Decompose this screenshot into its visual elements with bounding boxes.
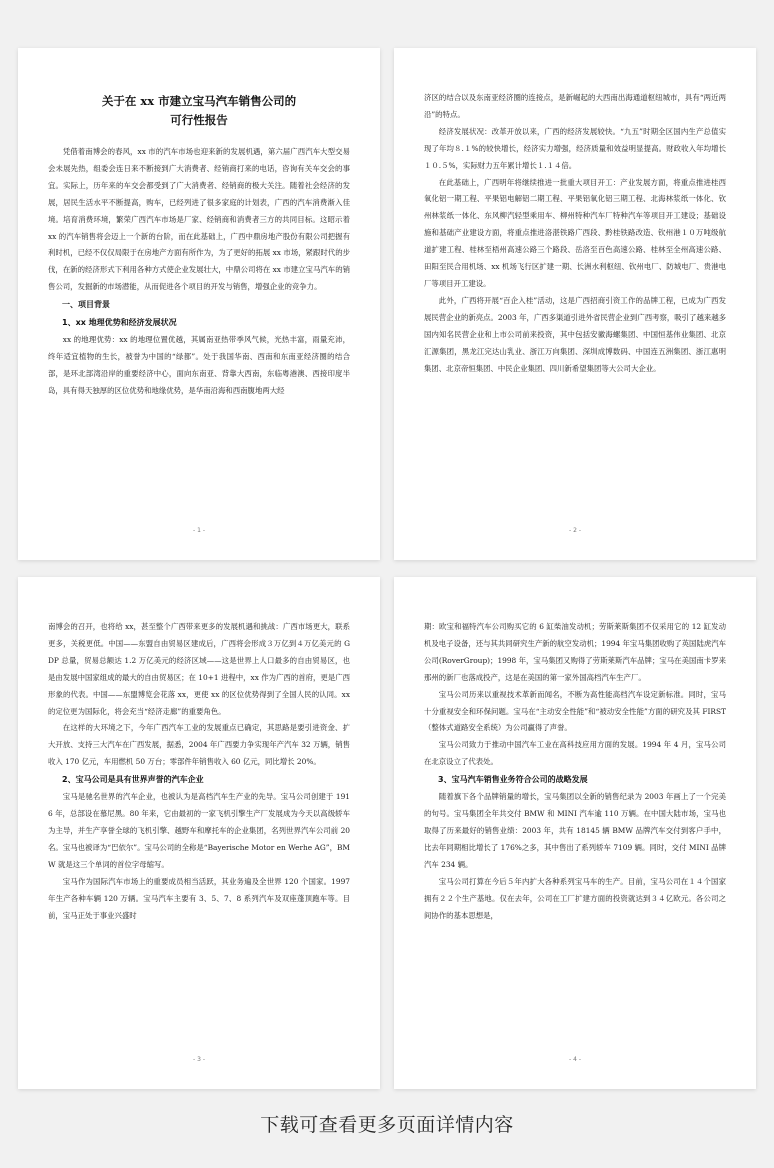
- page-1-content: [48, 144, 350, 400]
- paragraph: 随着旗下各个品牌销量的增长，宝马集团以全新的销售纪录为 2003 年画上了一个完美的句号。宝马集团全年共交付 BMW 和 MINI 汽车逾 110 万辆。在中国大陆市场，宝马也取得了历来最好的销售业绩：2003 年，共有 18145 辆 BMW 品牌汽车交付到客户手中，比去年同期相比增长了 176%之多，其中售出了系列轿车 7109 辆。同时，交付 MINI 品牌汽车 234 辆。: [424, 792, 726, 869]
- paragraph: xx 的地理优势：xx 的地理位置优越，其属南亚热带季风气候，光热丰富，雨量充沛，终年适宜植物的生长，被誉为中国的“绿都”。处于我国华南、西南和东南亚经济圈的结合部，是环北部湾沿岸的重要经济中心，面向东南亚、背靠大西南，东临粤港澳、西接印度半岛，具有得天独厚的区位优势和地缘优势，是华南沿海和西南腹地两大经: [48, 335, 350, 395]
- subsection-heading: 1、xx 地理优势和经济发展状况: [62, 318, 177, 328]
- page-number: - 3 -: [193, 1056, 205, 1063]
- page-4-content: [424, 619, 726, 924]
- paragraph: 宝马公司打算在今后５年内扩大各种系列宝马车的生产。目前，宝马公司在１４个国家拥有２２个生产基地。仅在去年，公司在工厂扩建方面的投资就达到３４亿欧元。各公司之间协作的基本思想是，: [424, 876, 726, 920]
- page-number: - 1 -: [193, 527, 205, 534]
- document-page-2: [394, 48, 756, 560]
- subsection-heading: 3、宝马汽车销售业务符合公司的战略发展: [438, 775, 588, 785]
- page-3-content: [48, 619, 350, 924]
- page-2-content: [424, 90, 726, 377]
- paragraph: 此外，广西将开展“百企入桂”活动，这是广西招商引资工作的品牌工程，已成为广西发展民营企业的新亮点。2003 年，广西多渠道引进外省民营企业到广西考察，吸引了越来越多国内知名民营企业和上市公司前来投资，其中包括安徽海螺集团、中国恒基伟业集团、北京汇源集团，黑龙江完达山乳业、浙江万向集团、深圳成博数码、中国连五洲集团、浙江惠明集团、北京帝恒集团、中民企业集团、四川新希望集团等大公司大企业。: [424, 295, 727, 373]
- paragraph: 宝马公司历来以重视技术革新而闻名，不断为高性能高档汽车设定新标准。同时，宝马十分重视安全和环保问题。宝马在“主动安全性能”和“被动安全性能”方面的研究及其 FIRST（整体式道路安全系统）为公司赢得了声誉。: [424, 689, 726, 733]
- paragraph: 在这样的大环境之下，今年广西汽车工业的发展重点已确定，其思路是要引进资金、扩大开放、支持三大汽车在广西发展，据悉，2004 年广西要力争实现年产汽车 32 万辆，销售收入 170 亿元，车用燃机 50 万台；零部件年销售收入 60 亿元，同比增长 20%。: [48, 723, 350, 767]
- paragraph: 在此基础上，广西明年将继续推进一批重大项目开工：产业发展方面，将重点推进桂西氧化铝一期工程、平果铝电解铝二期工程、平果铝氧化铝三期工程、北海林浆纸一体化、钦州林浆纸一体化、东风柳汽轻型乘用车、柳州特种汽车厂特种汽车等项目开工建设；基础设施和基础产业建设方面，将重点推进洛湛铁路广西段、黔桂铁路改造、钦州港１０万吨级航道扩建工程、桂林至梧州高速公路三个路段、岳洛至百色高速公路、桂林至全州高速公路、田阳至民合用机场、xx 机场飞行区扩建一期、长洲水利枢纽、钦州电厂、防城电厂、贵港电厂等项目开工建设。: [424, 177, 726, 288]
- paragraph: 经济发展状况：改革开放以来，广西的经济发展较快。“九五”时期全区国内生产总值实现了年均８.１%的较快增长，经济实力增强，经济质量和效益明显提高。财政收入年均增长１０.５%，实际财力五年累计增长１.１４倍。: [424, 126, 726, 170]
- paragraph: 凭借着南博会的春风，xx 市的汽车市场也迎来新的发展机遇，第六届广西汽车大型交易会未展先热，组委会连日来不断接到广大消费者、经销商打来的电话，咨询有关车交会的事宜。实际上，历年来的车交会都受到了广大消费者、经销商的极大关注。随着社会经济的发展，居民生活水平不断提高，购车，已经列进了很多家庭的计划表，广西的汽车消费渐入佳境。培育消费环境，繁荣广西汽车市场是厂家、经销商和消费者三方的共同目标。这昭示着 xx 的汽车销售将会迈上一个新的台阶，而在此基础上，广西中鼎房地产股份有限公司把握有利时机，已经不仅仅局限于在房地产方面有所作为，为了更好的拓展 xx 市场，紧跟时代的步伐，在新的经济形式下利用各种方式使企业发展壮大，中鼎公司将在 xx 市建立宝马汽车的销售公司，发掘新的市场潜能，从而促进各个项目的开发与销售，增强企业的竞争力。: [48, 147, 350, 292]
- paragraph: 宝马公司致力于推动中国汽车工业在高科技应用方面的发展。1994 年 4 月，宝马公司在北京设立了代表处。: [424, 740, 726, 767]
- paragraph: 济区的结合以及东南亚经济圈的连接点，是新崛起的大西南出海通道枢纽城市，具有“两近两沿”的特点。: [424, 93, 726, 119]
- subsection-heading: 2、宝马公司是具有世界声誉的汽车企业: [62, 775, 204, 785]
- page-number: - 2 -: [569, 527, 581, 534]
- document-page-1: [18, 48, 380, 560]
- document-page-3: [18, 577, 380, 1089]
- document-page-4: [394, 577, 756, 1089]
- page-number: - 4 -: [569, 1056, 581, 1063]
- paragraph: 南博会的召开，也将给 xx，甚至整个广西带来更多的发展机遇和挑战：广西市场更大，联系更多，关税更低。中国——东盟自由贸易区建成后，广西将会形成３万亿到４万亿美元的 GDP 总量，贸易总额达 1.2 万亿美元的经济区域——这是世界上人口最多的自由贸易区，也是由发展中国家组成的最大的自由贸易区；在 10+1 进程中，xx 作为广西的首府，更是广西形象的代表。中国——东盟博览会花落 xx，更使 xx 的区位优势得到了全国人民的认同。xx 的定位更为国际化，将会充当“经济走廊”的重要角色。: [48, 622, 350, 716]
- section-heading: 一、项目背景: [62, 300, 110, 310]
- paragraph: 宝马是驰名世界的汽车企业，也被认为是高档汽车生产业的先导。宝马公司创建于 1916 年，总部设在慕尼黑。80 年来，它由最初的一家飞机引擎生产厂发展成为今天以高级轿车为主导，并生产享誉全球的飞机引擎、越野车和摩托车的企业集团，名列世界汽车公司前 20 名。宝马也被译为“巴依尔”。宝马公司的全称是“Bayerische Motor en Werhe AG”，BMW 就是这三个单词的首位字母缩写。: [48, 792, 350, 869]
- paragraph: 宝马作为国际汽车市场上的重要成员相当活跃，其业务遍及全世界 120 个国家。1997 年生产各种车辆 120 万辆。宝马汽车主要有 3、5、7、8 系列汽车及双座蓬顶跑车等。目前，宝马正处于事业兴盛时: [48, 876, 350, 920]
- document-title-line-2: 可行性报告: [170, 113, 228, 127]
- paragraph: 期：欧宝和福特汽车公司购买它的 6 缸柴油发动机；劳斯莱斯集团不仅采用它的 12 缸发动机及电子设备，还与其共同研究生产新的航空发动机；1994 年宝马集团收购了英国陆虎汽车公司(RoverGroup)；1998 年，宝马集团又购得了劳斯莱斯汽车品牌；宝马在美国南卡罗来那州的新厂也落成投产，这是在美国的第一家外国高档汽车生产厂。: [424, 622, 727, 682]
- download-more-caption[interactable]: 下载可查看更多页面详情内容: [260, 1114, 514, 1136]
- document-title-line-1: 关于在 xx 市建立宝马汽车销售公司的: [101, 94, 297, 108]
- document-title: [48, 92, 350, 130]
